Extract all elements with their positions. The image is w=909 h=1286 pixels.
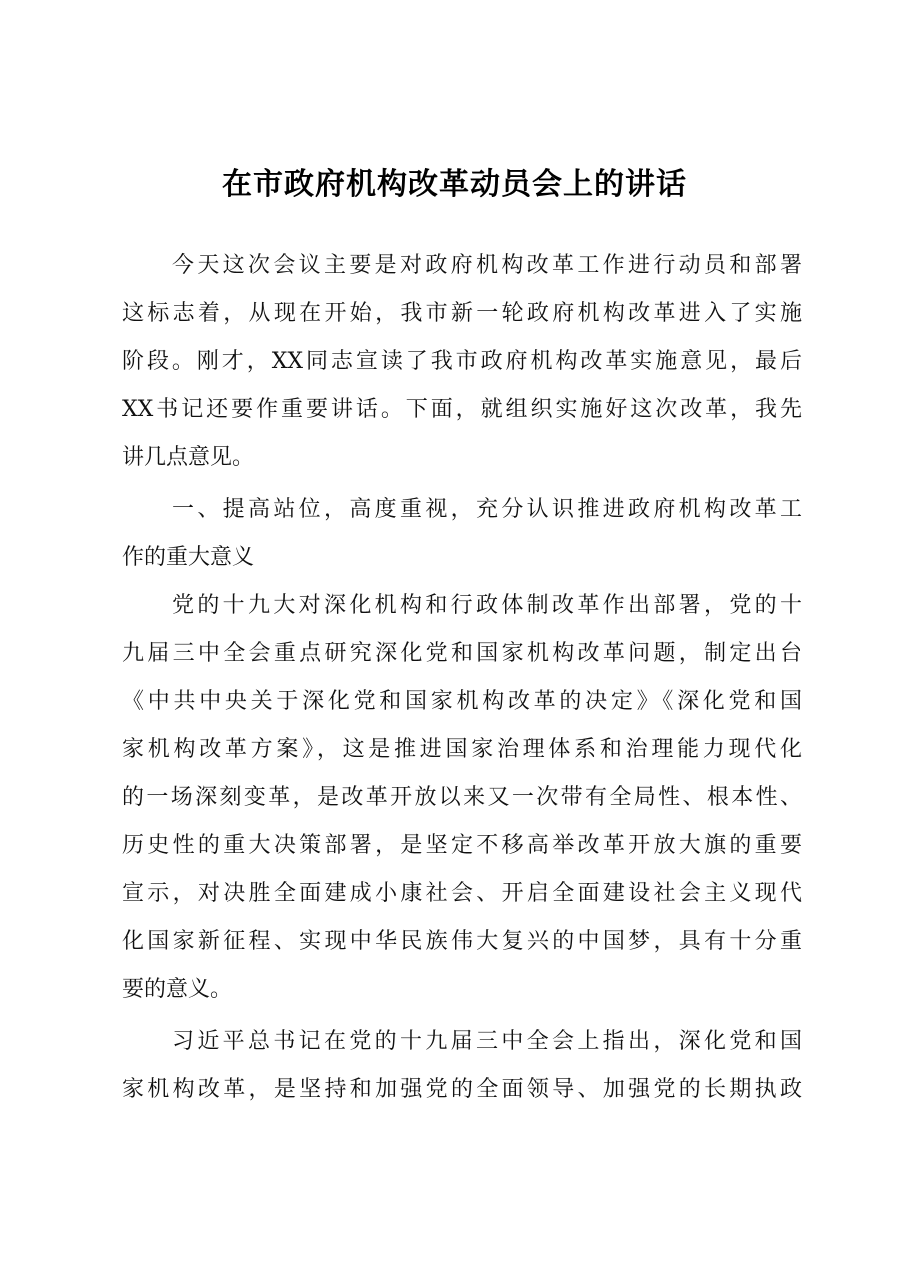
paragraph-3-line-7: 宣示，对决胜全面建成小康社会、开启全面建设社会主义现代: [122, 881, 802, 906]
paragraph-3-line-5: 的一场深刻变革，是改革开放以来又一次带有全局性、根本性、: [122, 785, 802, 810]
paragraph-4-line-1: 习近平总书记在党的十九届三中全会上指出，深化党和国: [172, 1029, 802, 1054]
section-heading-line-2: 作的重大意义: [122, 545, 255, 570]
paragraph-1-line-5: 讲几点意见。: [122, 445, 255, 470]
paragraph-4-line-2: 家机构改革，是坚持和加强党的全面领导、加强党的长期执政: [122, 1077, 802, 1102]
paragraph-1-line-1: 今天这次会议主要是对政府机构改革工作进行动员和部署: [172, 253, 802, 278]
paragraph-3-line-9: 要的意义。: [122, 977, 233, 1002]
paragraph-1-line-3: 阶段。刚才，XX同志宣读了我市政府机构改革实施意见，最后: [122, 349, 802, 374]
paragraph-3-line-1: 党的十九大对深化机构和行政体制改革作出部署，党的十: [172, 593, 802, 618]
paragraph-1-line-4: XX书记还要作重要讲话。下面，就组织实施好这次改革，我先: [122, 397, 802, 422]
paragraph-3-line-8: 化国家新征程、实现中华民族伟大复兴的中国梦，具有十分重: [122, 929, 802, 954]
section-heading-line-1: 一、提高站位，高度重视，充分认识推进政府机构改革工: [172, 497, 802, 522]
paragraph-3-line-6: 历史性的重大决策部署，是坚定不移高举改革开放大旗的重要: [122, 833, 802, 858]
paragraph-3-line-4: 家机构改革方案》，这是推进国家治理体系和治理能力现代化: [122, 737, 802, 762]
paragraph-3-line-3: 《中共中央关于深化党和国家机构改革的决定》《深化党和国: [122, 689, 802, 714]
paragraph-1-line-2: 这标志着，从现在开始，我市新一轮政府机构改革进入了实施: [122, 301, 802, 326]
document-title: 在市政府机构改革动员会上的讲话: [222, 167, 687, 202]
paragraph-3-line-2: 九届三中全会重点研究深化党和国家机构改革问题，制定出台: [122, 641, 802, 666]
